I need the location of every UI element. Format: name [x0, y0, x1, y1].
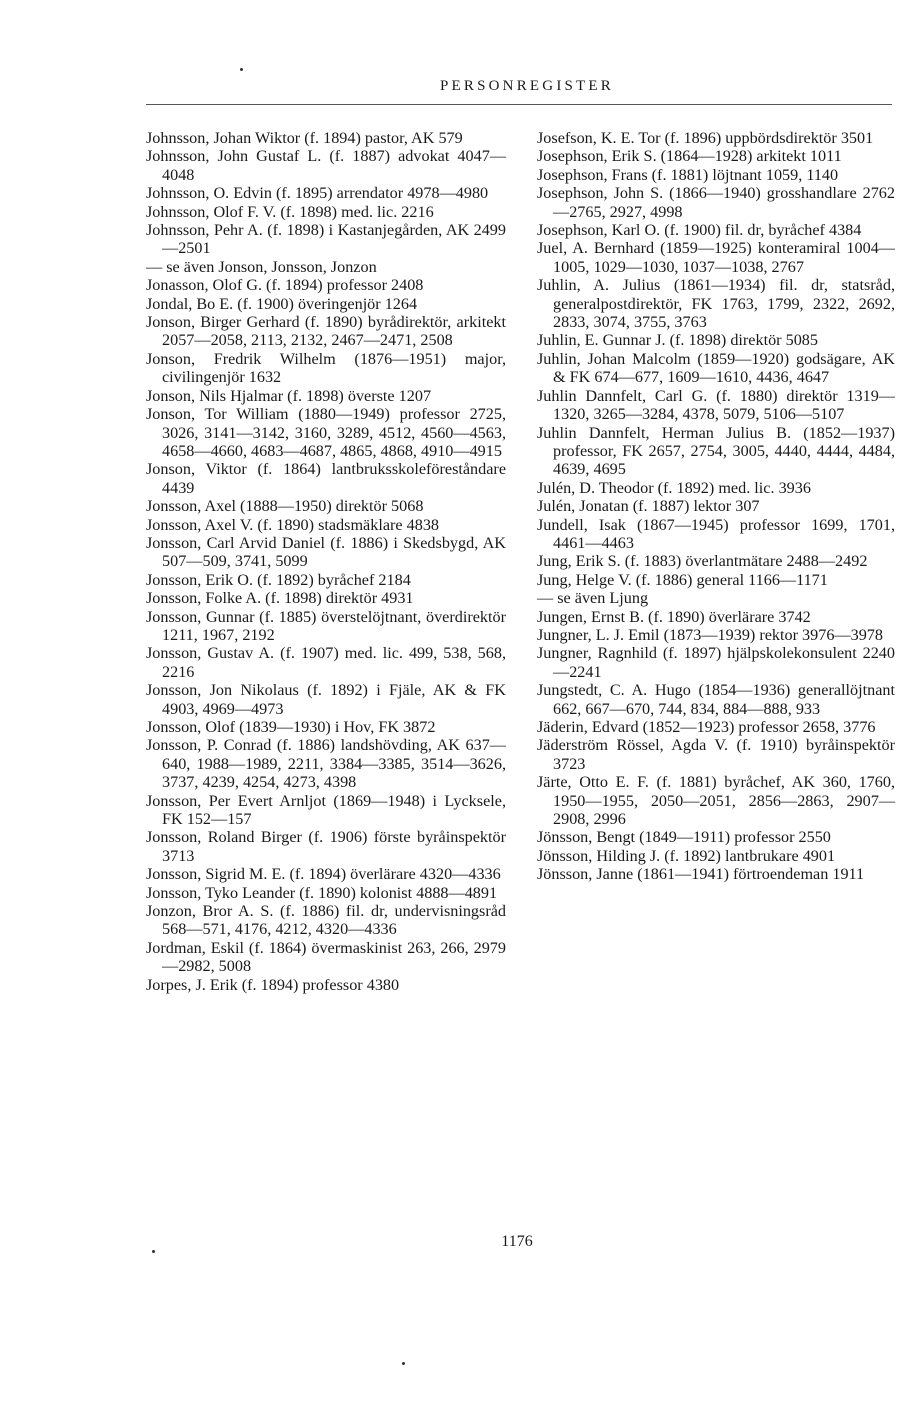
register-entry: Johnsson, Pehr A. (f. 1898) i Kastanjegården, AK 2499—2501 — [146, 221, 506, 258]
register-entry: Josephson, Frans (f. 1881) löjtnant 1059, 1140 — [537, 165, 839, 184]
register-entry: Julén, D. Theodor (f. 1892) med. lic. 3936 — [537, 478, 811, 497]
register-entry: Jonsson, Gustav A. (f. 1907) med. lic. 499, 538, 568, 2216 — [146, 644, 506, 681]
register-entry: Josephson, Karl O. (f. 1900) fil. dr, byråchef 4384 — [537, 221, 862, 240]
register-entry: Josefson, K. E. Tor (f. 1896) uppbördsdirektör 3501 — [537, 129, 874, 147]
register-entry: Jonsson, Carl Arvid Daniel (f. 1886) i Skedsbygd, AK 507—509, 3741, 5099 — [146, 533, 506, 571]
register-entry: Jonsson, Olof (1839—1930) i Hov, FK 3872 — [146, 718, 436, 736]
register-entry: Jungner, L. J. Emil (1873—1939) rektor 3976—3978 — [537, 625, 883, 644]
register-entry: Johnsson, John Gustaf L. (f. 1887) advokat 4047—4048 — [146, 147, 506, 184]
register-entry: Johnsson, Olof F. V. (f. 1898) med. lic. 2216 — [146, 202, 434, 221]
register-entry: Jonsson, Jon Nikolaus (f. 1892) i Fjäle, AK & FK 4903, 4969—4973 — [146, 681, 506, 718]
register-entry: Juhlin, Johan Malcolm (1859—1920) godsägare, AK & FK 674—677, 1609—1610, 4436, 4647 — [537, 349, 895, 387]
register-entry: Jäderin, Edvard (1852—1923) professor 2658, 3776 — [537, 718, 876, 736]
scan-speck — [240, 68, 243, 71]
register-entry: Jonson, Viktor (f. 1864) lantbruksskoleföreståndare 4439 — [146, 460, 506, 497]
register-entry: Jonsson, Roland Birger (f. 1906) förste byråinspektör 3713 — [146, 828, 506, 865]
register-entry: Jönsson, Janne (1861—1941) förtroendeman 1911 — [537, 865, 865, 884]
page-number: 1176 — [501, 1233, 533, 1250]
register-entry: Juhlin, A. Julius (1861—1934) fil. dr, statsråd, generalpostdirektör, FK 1763, 1799, 2322, 2692, 2833, 3074, 3755, 3763 — [537, 276, 895, 332]
register-entry: Jonsson, Gunnar (f. 1885) överstelöjtnant, överdirektör 1211, 1967, 2192 — [146, 607, 506, 644]
header-rule — [146, 104, 892, 105]
register-entry: Jönsson, Hilding J. (f. 1892) lantbrukare 4901 — [537, 846, 836, 865]
left-column — [146, 129, 506, 994]
register-entry: Jonsson, Per Evert Arnljot (1869—1948) i Lycksele, FK 152—157 — [146, 791, 506, 829]
register-entry: Jonson, Birger Gerhard (f. 1890) byrådirektör, arkitekt 2057—2058, 2113, 2132, 2467—2471, 2508 — [146, 313, 506, 350]
register-entry: — se även Jonson, Jonsson, Jonzon — [146, 257, 377, 276]
register-entry: Jonsson, Tyko Leander (f. 1890) kolonist 4888—4891 — [146, 883, 498, 902]
register-entry: Johnsson, Johan Wiktor (f. 1894) pastor, AK 579 — [146, 129, 463, 147]
register-entry: Jonsson, Folke A. (f. 1898) direktör 4931 — [146, 589, 414, 608]
register-entry: Jungen, Ernst B. (f. 1890) överlärare 3742 — [537, 607, 811, 626]
register-entry: Jonasson, Olof G. (f. 1894) professor 2408 — [146, 276, 424, 295]
register-entry: Jönsson, Bengt (1849—1911) professor 2550 — [537, 828, 831, 847]
scan-speck — [152, 1250, 155, 1253]
register-entry: Jung, Erik S. (f. 1883) överlantmätare 2488—2492 — [537, 552, 868, 571]
right-column — [537, 129, 895, 884]
register-entry: Jungstedt, C. A. Hugo (1854—1936) generallöjtnant 662, 667—670, 744, 834, 884—888, 933 — [537, 681, 895, 718]
register-entry: Jordman, Eskil (f. 1864) övermaskinist 263, 266, 2979—2982, 5008 — [146, 938, 506, 976]
register-entry: Jonsson, Sigrid M. E. (f. 1894) överlärare 4320—4336 — [146, 865, 501, 884]
register-entry: Jäderström Rössel, Agda V. (f. 1910) byråinspektör 3723 — [537, 736, 895, 773]
register-entry: Jonzon, Bror A. S. (f. 1886) fil. dr, undervisningsråd 568—571, 4176, 4212, 4320—4336 — [146, 902, 506, 939]
register-entry: Juel, A. Bernhard (1859—1925) konteramiral 1004—1005, 1029—1030, 1037—1038, 2767 — [537, 239, 895, 276]
register-entry: Jung, Helge V. (f. 1886) general 1166—1171 — [537, 570, 828, 589]
register-entry: — se även Ljung — [537, 589, 649, 608]
register-entry: Josephson, John S. (1866—1940) grosshandlare 2762—2765, 2927, 4998 — [537, 184, 895, 221]
register-entry: Jundell, Isak (1867—1945) professor 1699, 1701, 4461—4463 — [537, 515, 895, 552]
register-entry: Johnsson, O. Edvin (f. 1895) arrendator 4978—4980 — [146, 184, 489, 203]
register-entry: Jonson, Fredrik Wilhelm (1876—1951) major, civilingenjör 1632 — [146, 349, 506, 387]
register-entry: Jonsson, Erik O. (f. 1892) byråchef 2184 — [146, 570, 411, 589]
register-entry: Jondal, Bo E. (f. 1900) överingenjör 1264 — [146, 294, 418, 313]
register-entry: Julén, Jonatan (f. 1887) lektor 307 — [537, 497, 760, 516]
register-entry: Josephson, Erik S. (1864—1928) arkitekt 1011 — [537, 147, 842, 166]
register-entry: Juhlin, E. Gunnar J. (f. 1898) direktör 5085 — [537, 331, 818, 350]
register-entry: Jorpes, J. Erik (f. 1894) professor 4380 — [146, 975, 400, 994]
register-entry: Jonsson, Axel (1888—1950) direktör 5068 — [146, 497, 424, 516]
register-entry: Jonsson, Axel V. (f. 1890) stadsmäklare 4838 — [146, 515, 440, 534]
register-entry: Jonson, Tor William (1880—1949) professor 2725, 3026, 3141—3142, 3160, 3289, 4512, 4560—4563, 4658—4660, 4683—4687, 4865, 4868, 4910—4915 — [146, 405, 506, 460]
scan-speck — [402, 1362, 405, 1365]
register-entry: Juhlin Dannfelt, Herman Julius B. (1852—1937) professor, FK 2657, 2754, 3005, 4440, 4444, 4484, 4639, 4695 — [537, 423, 895, 479]
register-entry: Jonson, Nils Hjalmar (f. 1898) överste 1207 — [146, 386, 432, 405]
register-entry: Jonsson, P. Conrad (f. 1886) landshövding, AK 637—640, 1988—1989, 2211, 3384—3385, 3514—3626, 3737, 4239, 4254, 4273, 4398 — [146, 736, 506, 792]
page-header: PERSONREGISTER — [440, 78, 614, 94]
register-entry: Juhlin Dannfelt, Carl G. (f. 1880) direktör 1319—1320, 3265—3284, 4378, 5079, 5106—5107 — [537, 386, 895, 424]
register-entry: Järte, Otto E. F. (f. 1881) byråchef, AK 360, 1760, 1950—1955, 2050—2051, 2856—2863, 2907—2908, 2996 — [537, 773, 895, 829]
register-entry: Jungner, Ragnhild (f. 1897) hjälpskolekonsulent 2240—2241 — [537, 644, 895, 681]
